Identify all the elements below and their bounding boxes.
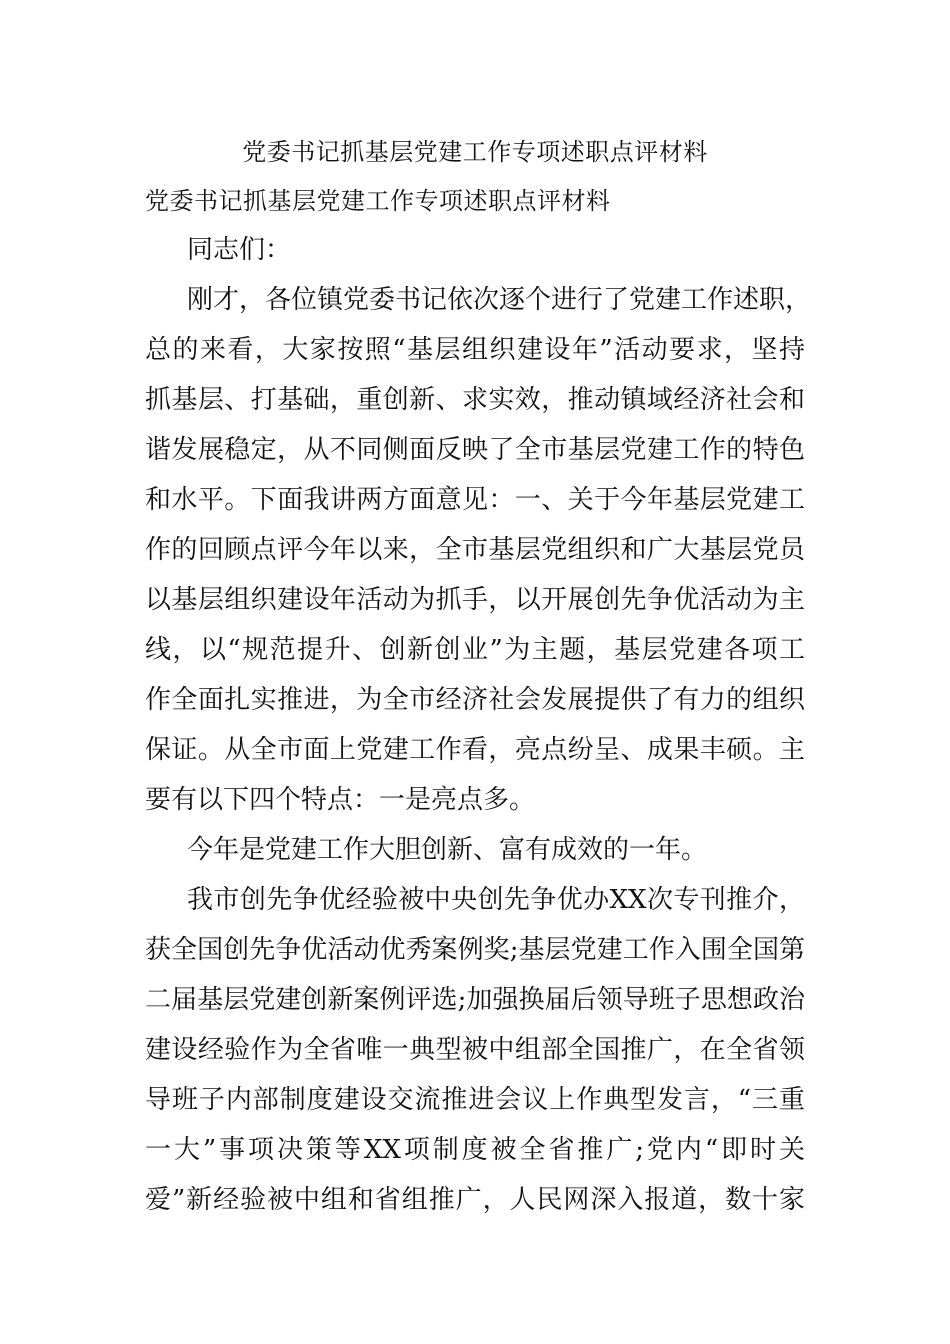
paragraph-line: 谐发展稳定，从不同侧面反映了全市基层党建工作的特色 <box>145 435 805 465</box>
paragraph-line: 同志们： <box>187 235 292 265</box>
paragraph-line: 以基层组织建设年活动为抓手，以开展创先争优活动为主 <box>145 585 805 615</box>
paragraph-line: 总的来看，大家按照“基层组织建设年”活动要求，坚持 <box>145 335 805 365</box>
paragraph-line: 要有以下四个特点：一是亮点多。 <box>145 785 536 815</box>
paragraph-line: 和水平。下面我讲两方面意见：一、关于今年基层党建工 <box>145 485 805 515</box>
paragraph-line: 获全国创先争优活动优秀案例奖;基层党建工作入围全国第 <box>145 935 805 965</box>
document-title: 党委书记抓基层党建工作专项述职点评材料 <box>242 138 708 166</box>
paragraph-line: 今年是党建工作大胆创新、富有成效的一年。 <box>187 835 708 865</box>
paragraph-line: 一大”事项决策等XX项制度被全省推广;党内“即时关 <box>145 1135 805 1165</box>
paragraph-line: 建设经验作为全省唯一典型被中组部全国推广，在全省领 <box>145 1035 805 1065</box>
paragraph-line: 作全面扎实推进，为全市经济社会发展提供了有力的组织 <box>145 685 805 715</box>
paragraph-line: 线，以“规范提升、创新创业”为主题，基层党建各项工 <box>145 635 805 665</box>
paragraph-line: 保证。从全市面上党建工作看，亮点纷呈、成果丰硕。主 <box>145 735 805 765</box>
paragraph-line: 我市创先争优经验被中央创先争优办XX次专刊推介， <box>187 885 805 915</box>
paragraph-line: 爱”新经验被中组和省组推广，人民网深入报道，数十家 <box>145 1185 805 1215</box>
document-subtitle: 党委书记抓基层党建工作专项述职点评材料 <box>145 187 611 215</box>
paragraph-line: 作的回顾点评今年以来，全市基层党组织和广大基层党员 <box>145 535 805 565</box>
paragraph-line: 导班子内部制度建设交流推进会议上作典型发言，“三重 <box>145 1085 805 1115</box>
paragraph-line: 刚才，各位镇党委书记依次逐个进行了党建工作述职， <box>187 285 812 315</box>
paragraph-line: 抓基层、打基础，重创新、求实效，推动镇域经济社会和 <box>145 385 805 415</box>
paragraph-line: 二届基层党建创新案例评选;加强换届后领导班子思想政治 <box>145 985 805 1015</box>
